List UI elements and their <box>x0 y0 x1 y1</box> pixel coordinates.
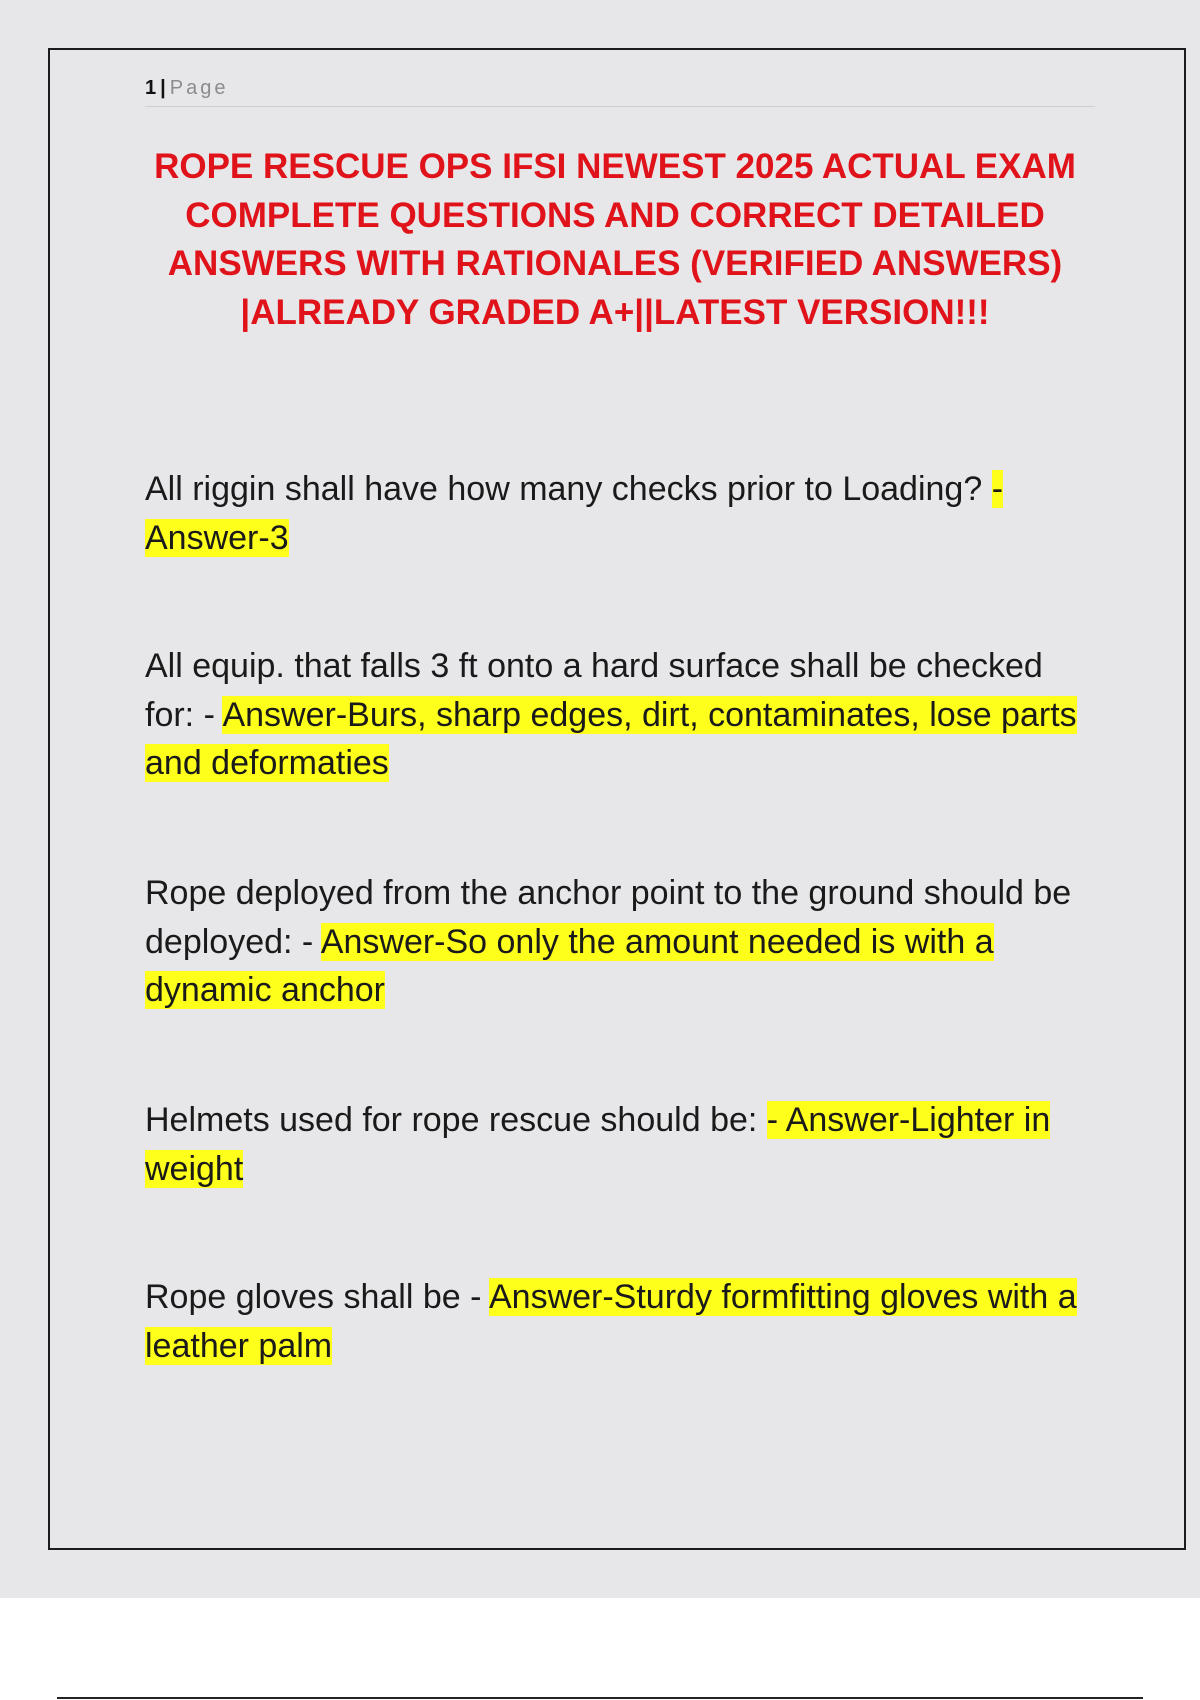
page-number: 1 <box>145 77 157 99</box>
answer-highlight: - Answer-3 <box>145 470 1004 557</box>
answer-highlight: Answer-So only the amount needed is with a dynamic anchor <box>145 922 994 1009</box>
question-text: Helmets used for rope rescue should be: <box>145 1101 767 1139</box>
qa-item-3 <box>145 869 1095 1015</box>
page-label: Page <box>169 77 229 99</box>
answer-highlight: - Answer-Lighter in weight <box>145 1101 1051 1188</box>
header-separator: | <box>160 77 166 99</box>
answer-highlight: Answer-Burs, sharp edges, dirt, contaminates, lose parts and deformaties <box>145 695 1077 782</box>
answer-highlight: Answer-Sturdy formfitting gloves with a leather palm <box>145 1278 1077 1365</box>
question-text: Rope gloves shall be - <box>145 1278 489 1316</box>
question-text: Rope deployed from the anchor point to the ground should be deployed: - <box>145 874 1072 961</box>
qa-item-5 <box>145 1273 1095 1370</box>
qa-item-1 <box>145 465 1095 562</box>
question-text: All equip. that falls 3 ft onto a hard surface shall be checked for: - <box>145 647 1043 734</box>
qa-item-4 <box>145 1096 1095 1193</box>
next-page-top-rule <box>57 1697 1143 1699</box>
qa-item-2 <box>145 642 1095 788</box>
page-header <box>145 74 1095 107</box>
document-title: ROPE RESCUE OPS IFSI NEWEST 2025 ACTUAL EXAM COMPLETE QUESTIONS AND CORRECT DETAILED ANSWERS WITH RATIONALES (VERIFIED ANSWERS) |ALREADY GRADED A+||LATEST VERSION!!! <box>154 147 1076 332</box>
question-text: All riggin shall have how many checks prior to Loading? <box>145 470 992 508</box>
